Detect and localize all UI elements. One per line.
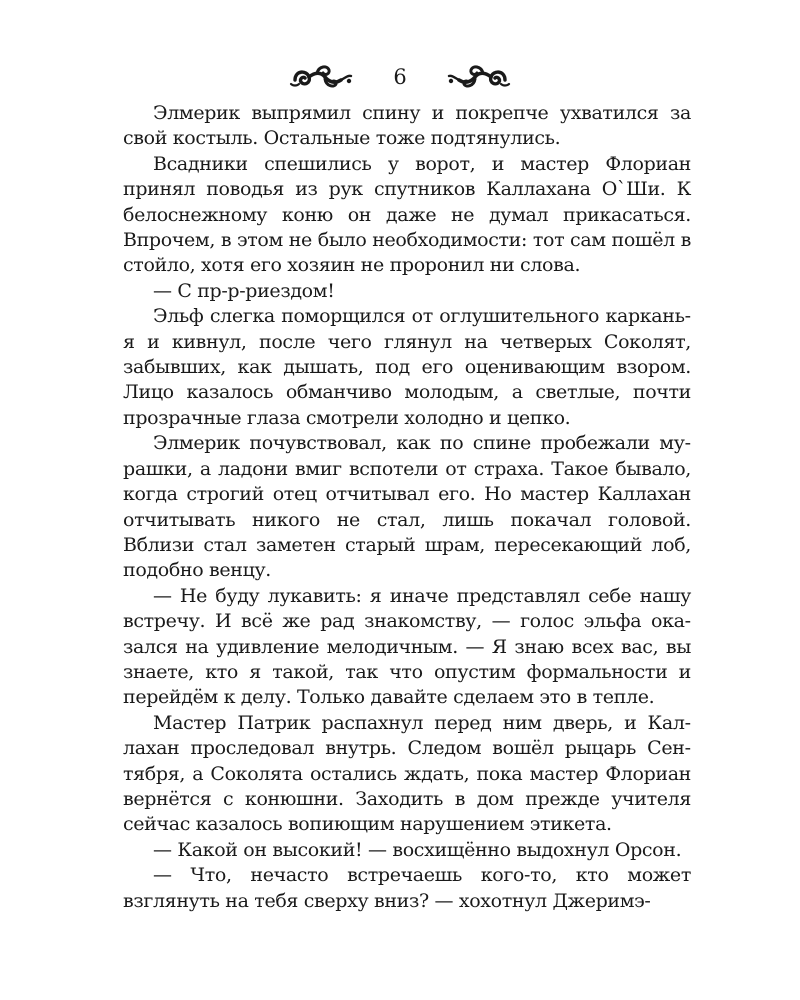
body-text xyxy=(123,101,691,914)
paragraph: — Не буду лукавить: я иначе представлял себе нашу встречу. И всё же рад знакомству, — голос эльфа оказался на удивление мелодичным. — Я знаю всех вас, вы знаете, кто я такой, так что опустим формальности и перейдём к делу. Только давайте сделаем это в тепле. xyxy=(123,584,691,709)
page-number: 6 xyxy=(393,64,407,89)
flourish-right-icon xyxy=(445,62,513,92)
paragraph: Элмерик почувствовал, как по спине пробежали мурашки, а ладони вмиг вспотели от страха. Такое бывало, когда строгий отец отчитывал его. Но мастер Каллахан отчитывать никого не стал, лишь покачал головой. Вблизи стал заметен старый шрам, пересекающий лоб, подобно венцу. xyxy=(123,432,691,582)
paragraph: Мастер Патрик распахнул перед ним дверь, и Каллахан проследовал внутрь. Следом вошёл рыцарь Сентября, а Соколята остались ждать, пока мастер Флориан вернётся с конюшни. Заходить в дом прежде учителя сейчас казалось вопиющим нарушением этикета. xyxy=(123,711,691,836)
paragraph: — Что, нечасто встречаешь кого-то, кто может взглянуть на тебя сверху вниз? — хохотнул Джеримэ- xyxy=(123,864,691,912)
paragraph: Элмерик выпрямил спину и покрепче ухватился за свой костыль. Остальные тоже подтянулись. xyxy=(123,102,691,150)
paragraph: — Какой он высокий! — восхищённо выдохнул Орсон. xyxy=(153,838,682,861)
paragraph: Всадники спешились у ворот, и мастер Флориан принял поводья из рук спутников Каллахана О`Ши. К белоснежному коню он даже не думал прикасаться. Впрочем, в этом не было необходимости: тот сам пошёл в стойло, хотя его хозяин не проронил ни слова. xyxy=(123,152,691,277)
flourish-left-icon xyxy=(287,62,355,92)
page-header xyxy=(0,52,800,102)
paragraph: — С пр-р-риездом! xyxy=(153,279,335,302)
paragraph: Эльф слегка поморщился от оглушительного карканья и кивнул, после чего глянул на четверых Соколят, забывших, как дышать, под его оценивающим взором. Лицо казалось обманчиво молодым, а светлые, почти прозрачные глаза смотрели холодно и цепко. xyxy=(123,305,691,429)
